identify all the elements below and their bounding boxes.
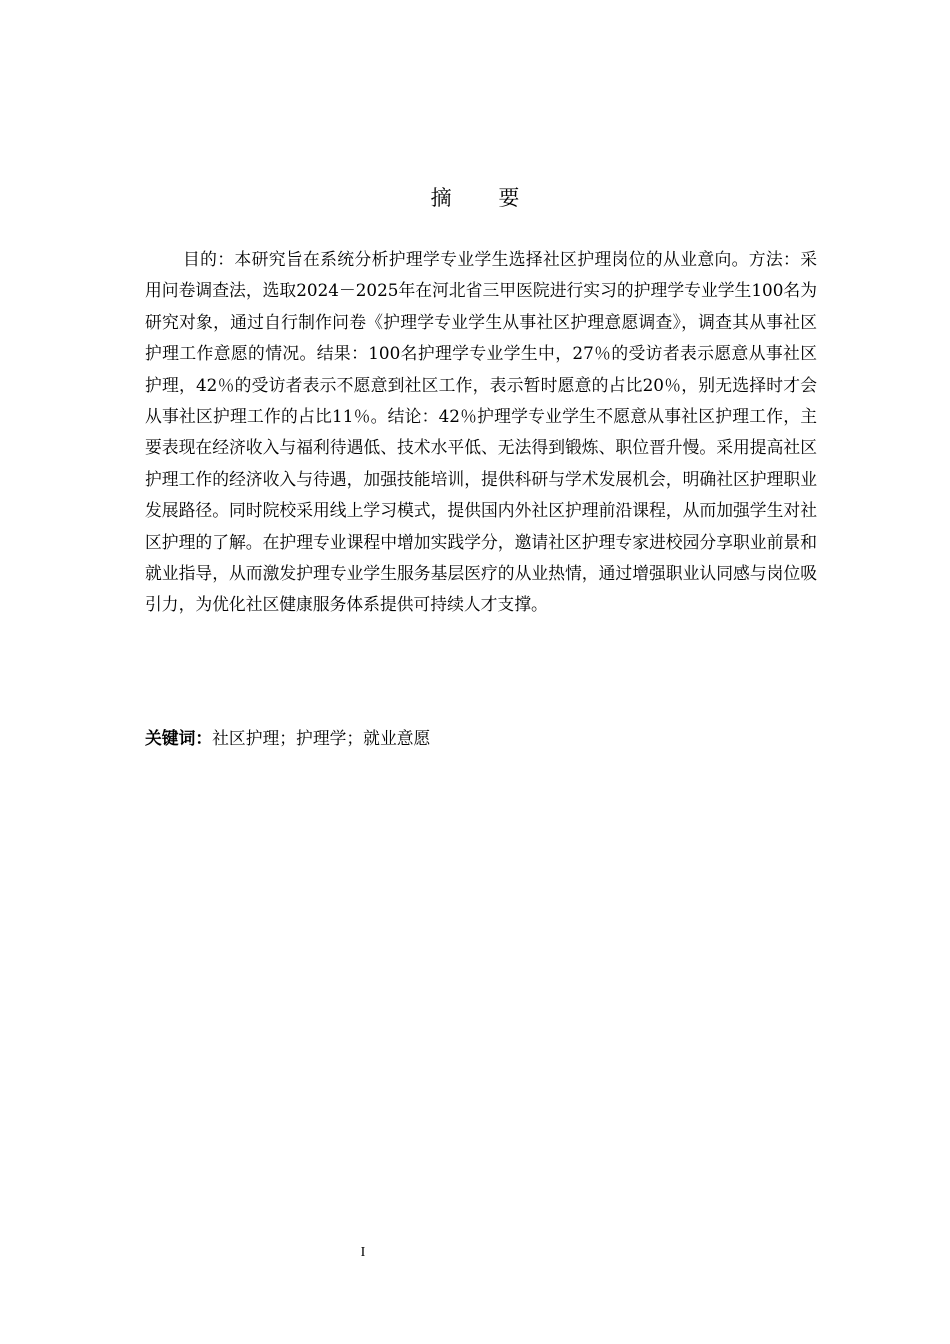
abstract-body: 目的：本研究旨在系统分析护理学专业学生选择社区护理岗位的从业意向。方法：采用问卷调查法，选取2024－2025年在河北省三甲医院进行实习的护理学专业学生100名为研究对象，通过自行制作问卷《护理学专业学生从事社区护理意愿调查》，调查其从事社区护理工作意愿的情况。结果：100名护理学专业学生中，27％的受访者表示愿意从事社区护理，42％的受访者表示不愿意到社区工作，表示暂时愿意的占比20％，别无选择时才会从事社区护理工作的占比11％。结论：42％护理学专业学生不愿意从事社区护理工作，主要表现在经济收入与福利待遇低、技术水平低、无法得到锻炼、职位晋升慢。采用提高社区护理工作的经济收入与待遇，加强技能培训，提供科研与学术发展机会，明确社区护理职业发展路径。同时院校采用线上学习模式，提供国内外社区护理前沿课程，从而加强学生对社区护理的了解。在护理专业课程中增加实践学分，邀请社区护理专家进校园分享职业前景和就业指导，从而激发护理专业学生服务基层医疗的从业热情，通过增强职业认同感与岗位吸引力，为优化社区健康服务体系提供可持续人才支撑。	[145, 249, 817, 615]
keywords-label: 关键词：	[145, 728, 213, 748]
abstract-title: 摘 要	[430, 186, 540, 210]
page-number: I	[360, 1245, 366, 1260]
keywords-line	[145, 723, 817, 754]
keywords-value: 社区护理；护理学；就业意愿	[212, 728, 431, 748]
